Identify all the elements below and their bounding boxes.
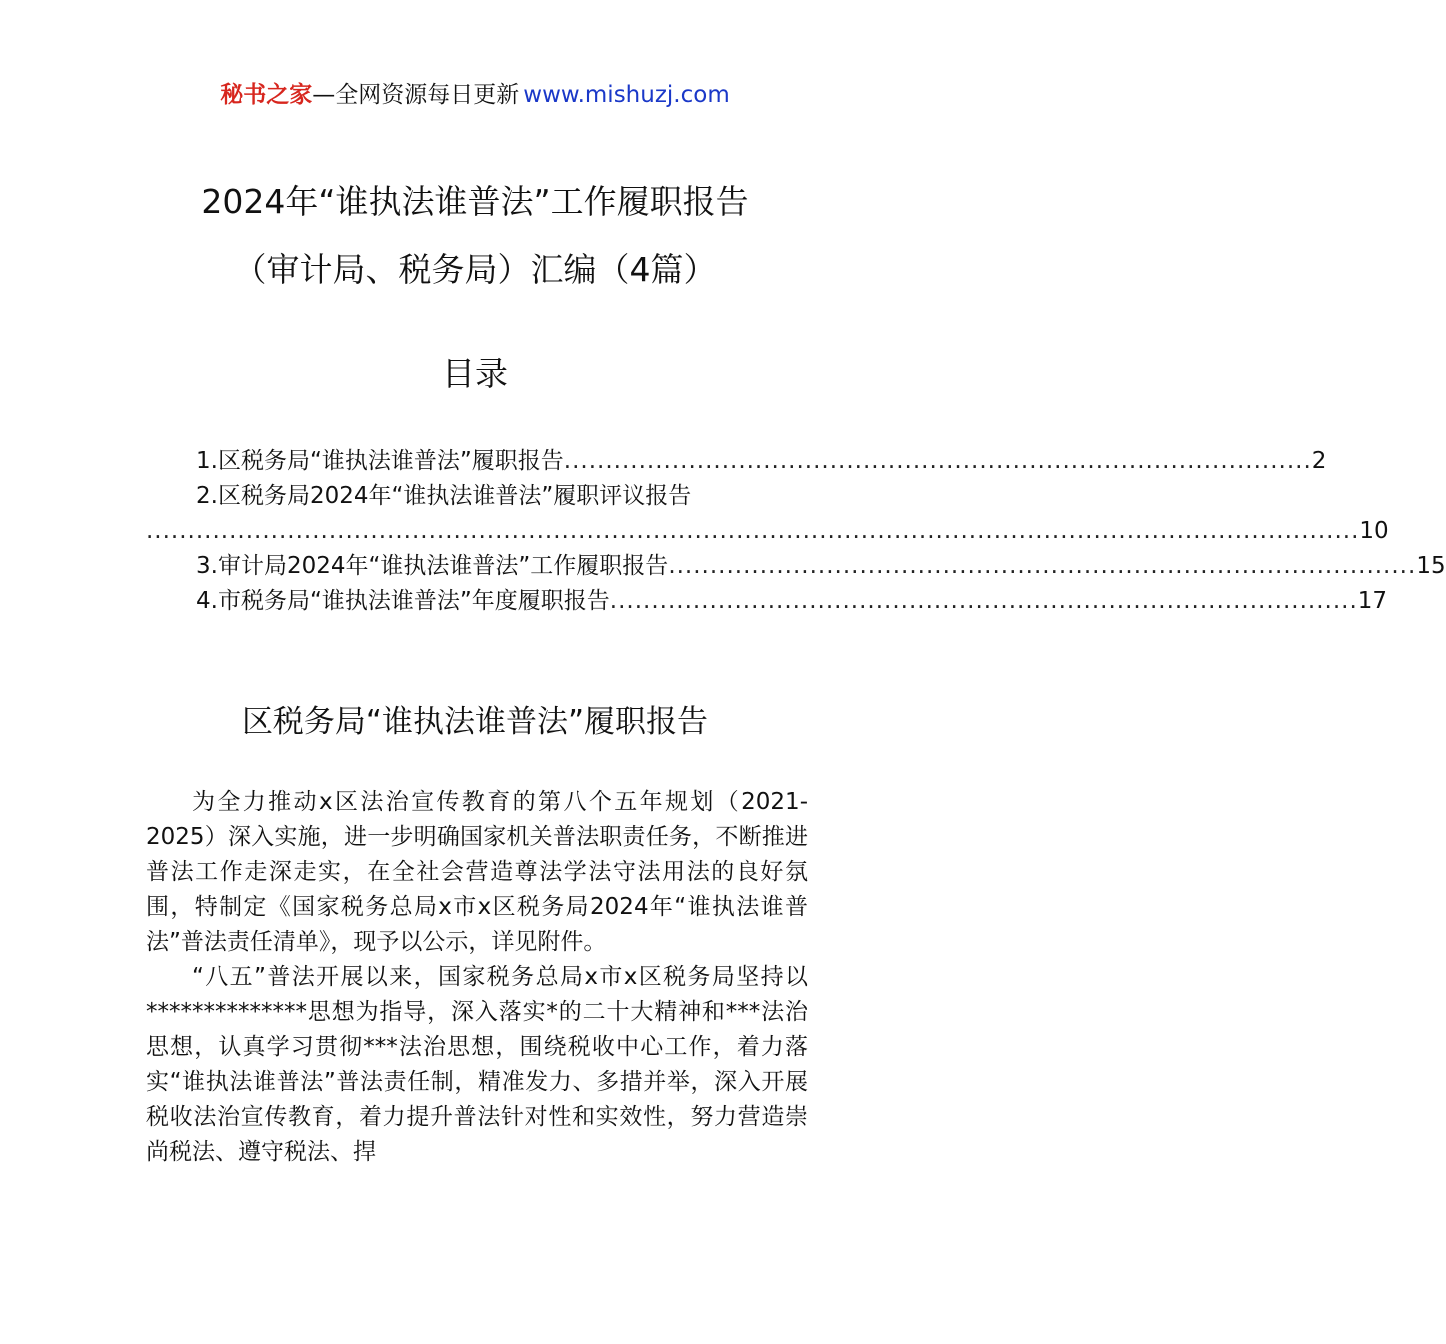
toc-entry-label: 1.区税务局“谁执法谁普法”履职报告 (196, 448, 564, 474)
document-title-line1: 2024年“谁执法谁普法”工作履职报告 (201, 182, 749, 221)
section-title: 区税务局“谁执法谁普法”履职报告 (241, 704, 709, 740)
toc-entry-2-label-line[interactable] (146, 477, 804, 515)
document-title-line2: （审计局、税务局）汇编（4篇） (233, 250, 717, 289)
toc-entry-page: 2 (1311, 448, 1327, 474)
section-body (146, 785, 808, 1170)
toc-heading: 目录 (442, 354, 508, 393)
toc-leader-dots: .......................................................................................... (563, 448, 1312, 474)
toc-entry-2-leader-line[interactable] (146, 512, 1389, 550)
toc-entry-page: 15 (1416, 553, 1446, 579)
toc-entry-label: 3.审计局2024年“谁执法谁普法”工作履职报告 (196, 553, 669, 579)
brand-name: 秘书之家 (220, 82, 313, 108)
site-url[interactable]: www.mishuzj.com (523, 82, 730, 108)
toc-entry-4[interactable] (146, 582, 1388, 620)
body-paragraph-2: “八五”普法开展以来，国家税务总局x市x区税务局坚持以**************思想为指导，深入落实*的二十大精神和***法治思想，认真学习贯彻***法治思想，围绕税收中心工作，着力落实“谁执法谁普法”普法责任制，精准发力、多措并举，深入开展税收法治宣传教育，着力提升普法针对性和实效性，努力营造崇尚税法、遵守税法、捍 (146, 964, 808, 1165)
toc-entry-1[interactable] (146, 442, 1327, 480)
toc-leader-dots: .......................................................................................... (609, 588, 1358, 614)
banner-tagline: —全网资源每日更新 (312, 82, 520, 108)
site-banner (0, 78, 950, 112)
toc-leader-dots: .......................................................................................... (668, 553, 1417, 579)
toc-entry-label: 2.区税务局2024年“谁执法谁普法”履职评议报告 (196, 483, 692, 509)
body-paragraph-1: 为全力推动x区法治宣传教育的第八个五年规划（2021-2025）深入实施，进一步明确国家机关普法职责任务，不断推进普法工作走深走实，在全社会营造尊法学法守法用法的良好氛围，特制定《国家税务总局x市x区税务局2024年“谁执法谁普法”普法责任清单》，现予以公示，详见附件。 (146, 789, 808, 955)
toc-leader-dots: .................................................................................................................................................. (146, 518, 1360, 544)
toc-entry-label: 4.市税务局“谁执法谁普法”年度履职报告 (196, 588, 610, 614)
toc-entry-page: 10 (1359, 518, 1389, 544)
toc-entry-page: 17 (1357, 588, 1388, 614)
toc-entry-3[interactable] (146, 547, 1446, 585)
